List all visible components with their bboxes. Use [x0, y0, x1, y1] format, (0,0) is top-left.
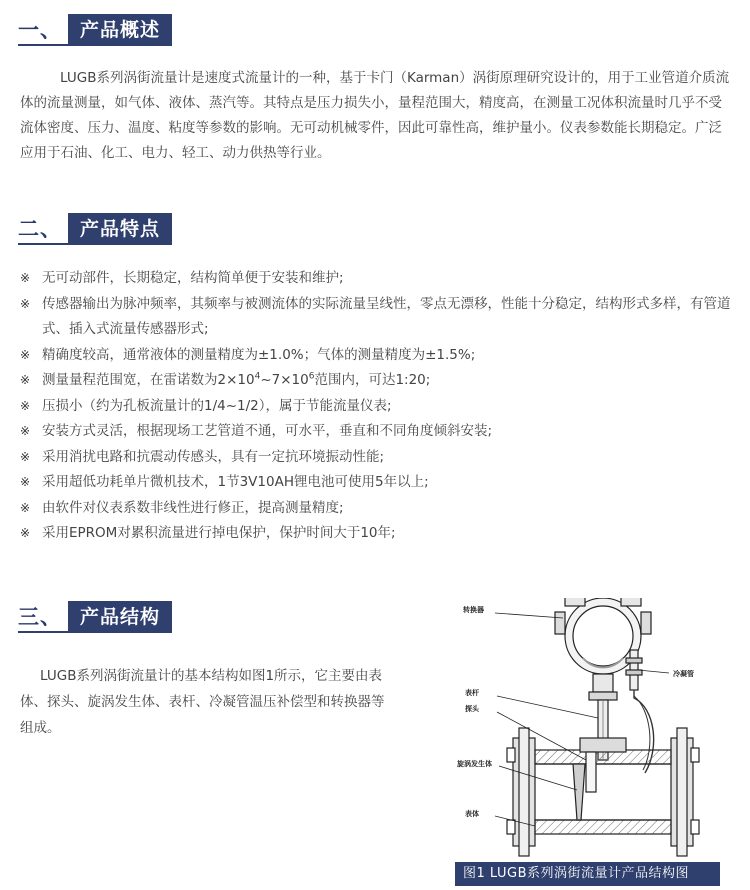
converter-dial	[573, 606, 633, 666]
section-underline	[18, 631, 152, 633]
feature-list	[20, 266, 736, 547]
overview-paragraph: LUGB系列涡街流量计是速度式流量计的一种，基于卡门（Karman）涡街原理研究设计的，用于工业管道介质流体的流量测量，如气体、液体、蒸汽等。其特点是压力损失小，量程范围大，精度高，在测量工况体积流量时几乎不受流体密度、压力、温度、粘度等参数的影响。无可动机械零件，因此可靠性高，维护量小。仪表参数能长期稳定。广泛应用于石油、化工、电力、轻工、动力供热等行业。	[20, 70, 730, 161]
list-item: ※ 采用超低功耗单片微机技术，1节3V10AH锂电池可使用5年以上;	[20, 470, 736, 496]
flowmeter-diagram	[455, 598, 720, 860]
bullet-icon: ※	[20, 500, 31, 515]
section-header-structure	[18, 601, 172, 633]
label-rod: 表杆	[465, 688, 479, 697]
label-converter: 转换器	[463, 605, 484, 614]
label-condenser: 冷凝管	[673, 669, 694, 678]
label-vortex-generator: 旋涡发生体	[457, 759, 492, 768]
bullet-icon: ※	[20, 296, 31, 311]
bullet-icon: ※	[20, 475, 31, 489]
section-title: 产品结构	[68, 601, 172, 633]
list-item: ※ 采用消扰电路和抗震动传感头，具有一定抗环境振动性能;	[20, 445, 736, 471]
section-title: 产品特点	[68, 213, 172, 245]
list-item: ※ 由软件对仪表系数非线性进行修正，提高测量精度;	[20, 496, 736, 522]
section-number: 三、	[18, 605, 62, 629]
flowmeter-structure-figure	[455, 598, 720, 860]
bullet-icon: ※	[20, 424, 31, 438]
bullet-icon: ※	[20, 347, 31, 362]
list-item: ※ 精确度较高，通常液体的测量精度为±1.0%；气体的测量精度为±1.5%;	[20, 343, 736, 369]
bullet-icon: ※	[20, 271, 31, 285]
section-number: 二、	[18, 217, 62, 241]
range-item: 测量量程范围宽，在雷诺数为$2\times 10^4\sim 7\times 10^6$范围内，可达1:20;	[42, 371, 431, 388]
bullet-icon: ※	[20, 526, 31, 540]
section-header-features	[18, 213, 172, 245]
bullet-icon: ※	[20, 449, 31, 464]
list-item: ※ 采用EPROM对累积流量进行掉电保护，保护时间大于10年;	[20, 521, 736, 547]
bullet-icon: ※	[20, 373, 31, 387]
bullet-icon: ※	[20, 398, 31, 413]
section-title: 产品概述	[68, 14, 172, 46]
list-item: ※ 传感器输出为脉冲频率，其频率与被测流体的实际流量呈线性，零点无漂移，性能十分稳定，结构形式多样，有管道式、插入式流量传感器形式;	[20, 292, 736, 343]
structure-paragraph: LUGB系列涡街流量计的基本结构如图1所示，它主要由表体、探头、旋涡发生体、表杆、冷凝管温压补偿型和转换器等组成。	[20, 668, 385, 736]
label-body: 表体	[465, 809, 479, 818]
figure-caption: 图1 LUGB系列涡街流量计产品结构图	[455, 862, 720, 886]
list-item	[20, 368, 736, 394]
section-number: 一、	[18, 18, 62, 42]
label-probe: 探头	[465, 704, 479, 713]
list-item: ※ 压损小（约为孔板流量计的1/4~1/2），属于节能流量仪表;	[20, 394, 736, 420]
section-header-overview	[18, 14, 172, 46]
section-underline	[18, 44, 152, 46]
list-item: ※ 安装方式灵活，根据现场工艺管道不通，可水平，垂直和不同角度倾斜安装;	[20, 419, 736, 445]
list-item: ※ 无可动部件，长期稳定，结构简单便于安装和维护;	[20, 266, 736, 292]
section-underline	[18, 243, 152, 245]
